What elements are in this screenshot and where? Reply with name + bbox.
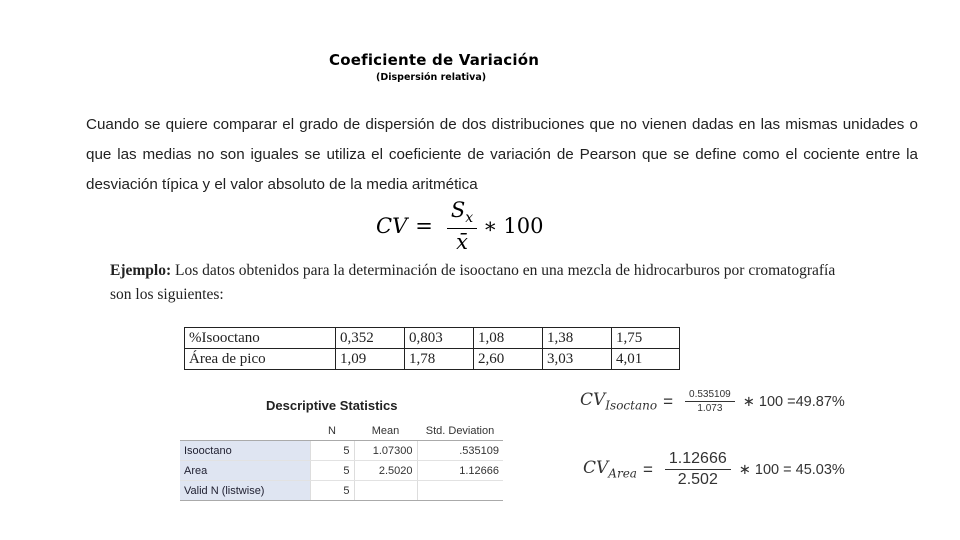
cv-formula-numerator xyxy=(447,198,477,228)
table-cell: 5 xyxy=(310,481,354,501)
row-label: %Isooctano xyxy=(185,328,336,349)
cv-isooctano-lhs xyxy=(580,390,657,412)
cv-isooctano-symbol: CV xyxy=(580,390,606,411)
cv-area-numerator: 1.12666 xyxy=(665,450,731,470)
table-cell: 1,38 xyxy=(543,328,612,349)
row-label: Valid N (listwise) xyxy=(180,481,310,501)
table-cell: 2,60 xyxy=(474,349,543,370)
example-label: Ejemplo: xyxy=(110,262,172,279)
row-label: Area xyxy=(180,461,310,481)
table-row xyxy=(180,481,503,501)
cv-area-formula xyxy=(583,450,845,489)
example-paragraph xyxy=(110,259,840,307)
cv-isooctano-result: ∗ 100 =49.87% xyxy=(742,393,845,410)
cv-formula-factor: 100 xyxy=(503,214,544,238)
descriptive-stats-title: Descriptive Statistics xyxy=(266,398,398,413)
cv-formula-lhs: CV xyxy=(376,214,408,238)
cv-isooctano-fraction xyxy=(685,389,735,414)
table-cell: 5 xyxy=(310,441,354,461)
table-cell: 1.12666 xyxy=(417,461,503,481)
descriptive-stats-table xyxy=(180,421,503,501)
column-header: N xyxy=(310,421,354,441)
intro-paragraph: Cuando se quiere comparar el grado de dispersión de dos distribuciones que no vienen dadas en las mismas unidades o que las medias no son iguales se utiliza el coeficiente de variación de Pearson que se define como el cociente entre la desviación típica y el valor absoluto de la media aritmética xyxy=(86,116,918,193)
row-label: Área de pico xyxy=(185,349,336,370)
table-cell: 1.07300 xyxy=(354,441,417,461)
example-text: Los datos obtenidos para la determinación de isooctano en una mezcla de hidrocarburos por cromatografía son los siguientes: xyxy=(110,262,836,303)
cv-area-result: ∗ 100 = 45.03% xyxy=(738,461,845,478)
cv-area-fraction xyxy=(665,450,731,489)
table-cell: .535109 xyxy=(417,441,503,461)
cv-isooctano-subscript: Isoctano xyxy=(605,398,658,413)
table-row xyxy=(185,328,680,349)
table-cell xyxy=(417,481,503,501)
cv-area-symbol: CV xyxy=(583,458,609,479)
cv-isooctano-equals: = xyxy=(663,391,674,411)
cv-formula xyxy=(376,196,544,256)
table-cell: 0,352 xyxy=(336,328,405,349)
row-label: Isooctano xyxy=(180,441,310,461)
table-cell: 3,03 xyxy=(543,349,612,370)
data-table xyxy=(184,327,680,370)
cv-formula-times: ∗ xyxy=(483,214,498,238)
table-header-row xyxy=(180,421,503,441)
cv-formula-fraction xyxy=(447,198,477,253)
table-cell xyxy=(354,481,417,501)
table-row xyxy=(185,349,680,370)
column-header: Mean xyxy=(354,421,417,441)
cv-isooctano-formula xyxy=(580,389,845,414)
table-cell: 1,08 xyxy=(474,328,543,349)
cv-area-equals: = xyxy=(642,459,653,479)
cv-isooctano-numerator: 0.535109 xyxy=(685,389,735,402)
cv-formula-denominator: x̄ xyxy=(456,229,468,254)
table-row xyxy=(180,441,503,461)
table-cell: 5 xyxy=(310,461,354,481)
cv-formula-equals: = xyxy=(415,214,433,238)
cv-isooctano-denominator: 1.073 xyxy=(697,403,723,414)
table-cell: 4,01 xyxy=(612,349,680,370)
column-header: Std. Deviation xyxy=(417,421,503,441)
table-cell: 0,803 xyxy=(405,328,474,349)
table-cell: 1,78 xyxy=(405,349,474,370)
page-title: Coeficiente de Variación xyxy=(329,51,540,69)
cv-formula-numerator-base: S xyxy=(450,198,466,223)
page-subtitle: (Dispersión relativa) xyxy=(376,72,487,83)
table-cell: 2.5020 xyxy=(354,461,417,481)
cv-formula-numerator-sub: x xyxy=(465,210,474,227)
table-cell: 1,75 xyxy=(612,328,680,349)
cv-area-denominator: 2.502 xyxy=(677,471,718,488)
column-header xyxy=(180,421,310,441)
table-cell: 1,09 xyxy=(336,349,405,370)
table-row xyxy=(180,461,503,481)
cv-area-lhs xyxy=(583,458,637,480)
cv-area-subscript: Area xyxy=(608,466,637,481)
